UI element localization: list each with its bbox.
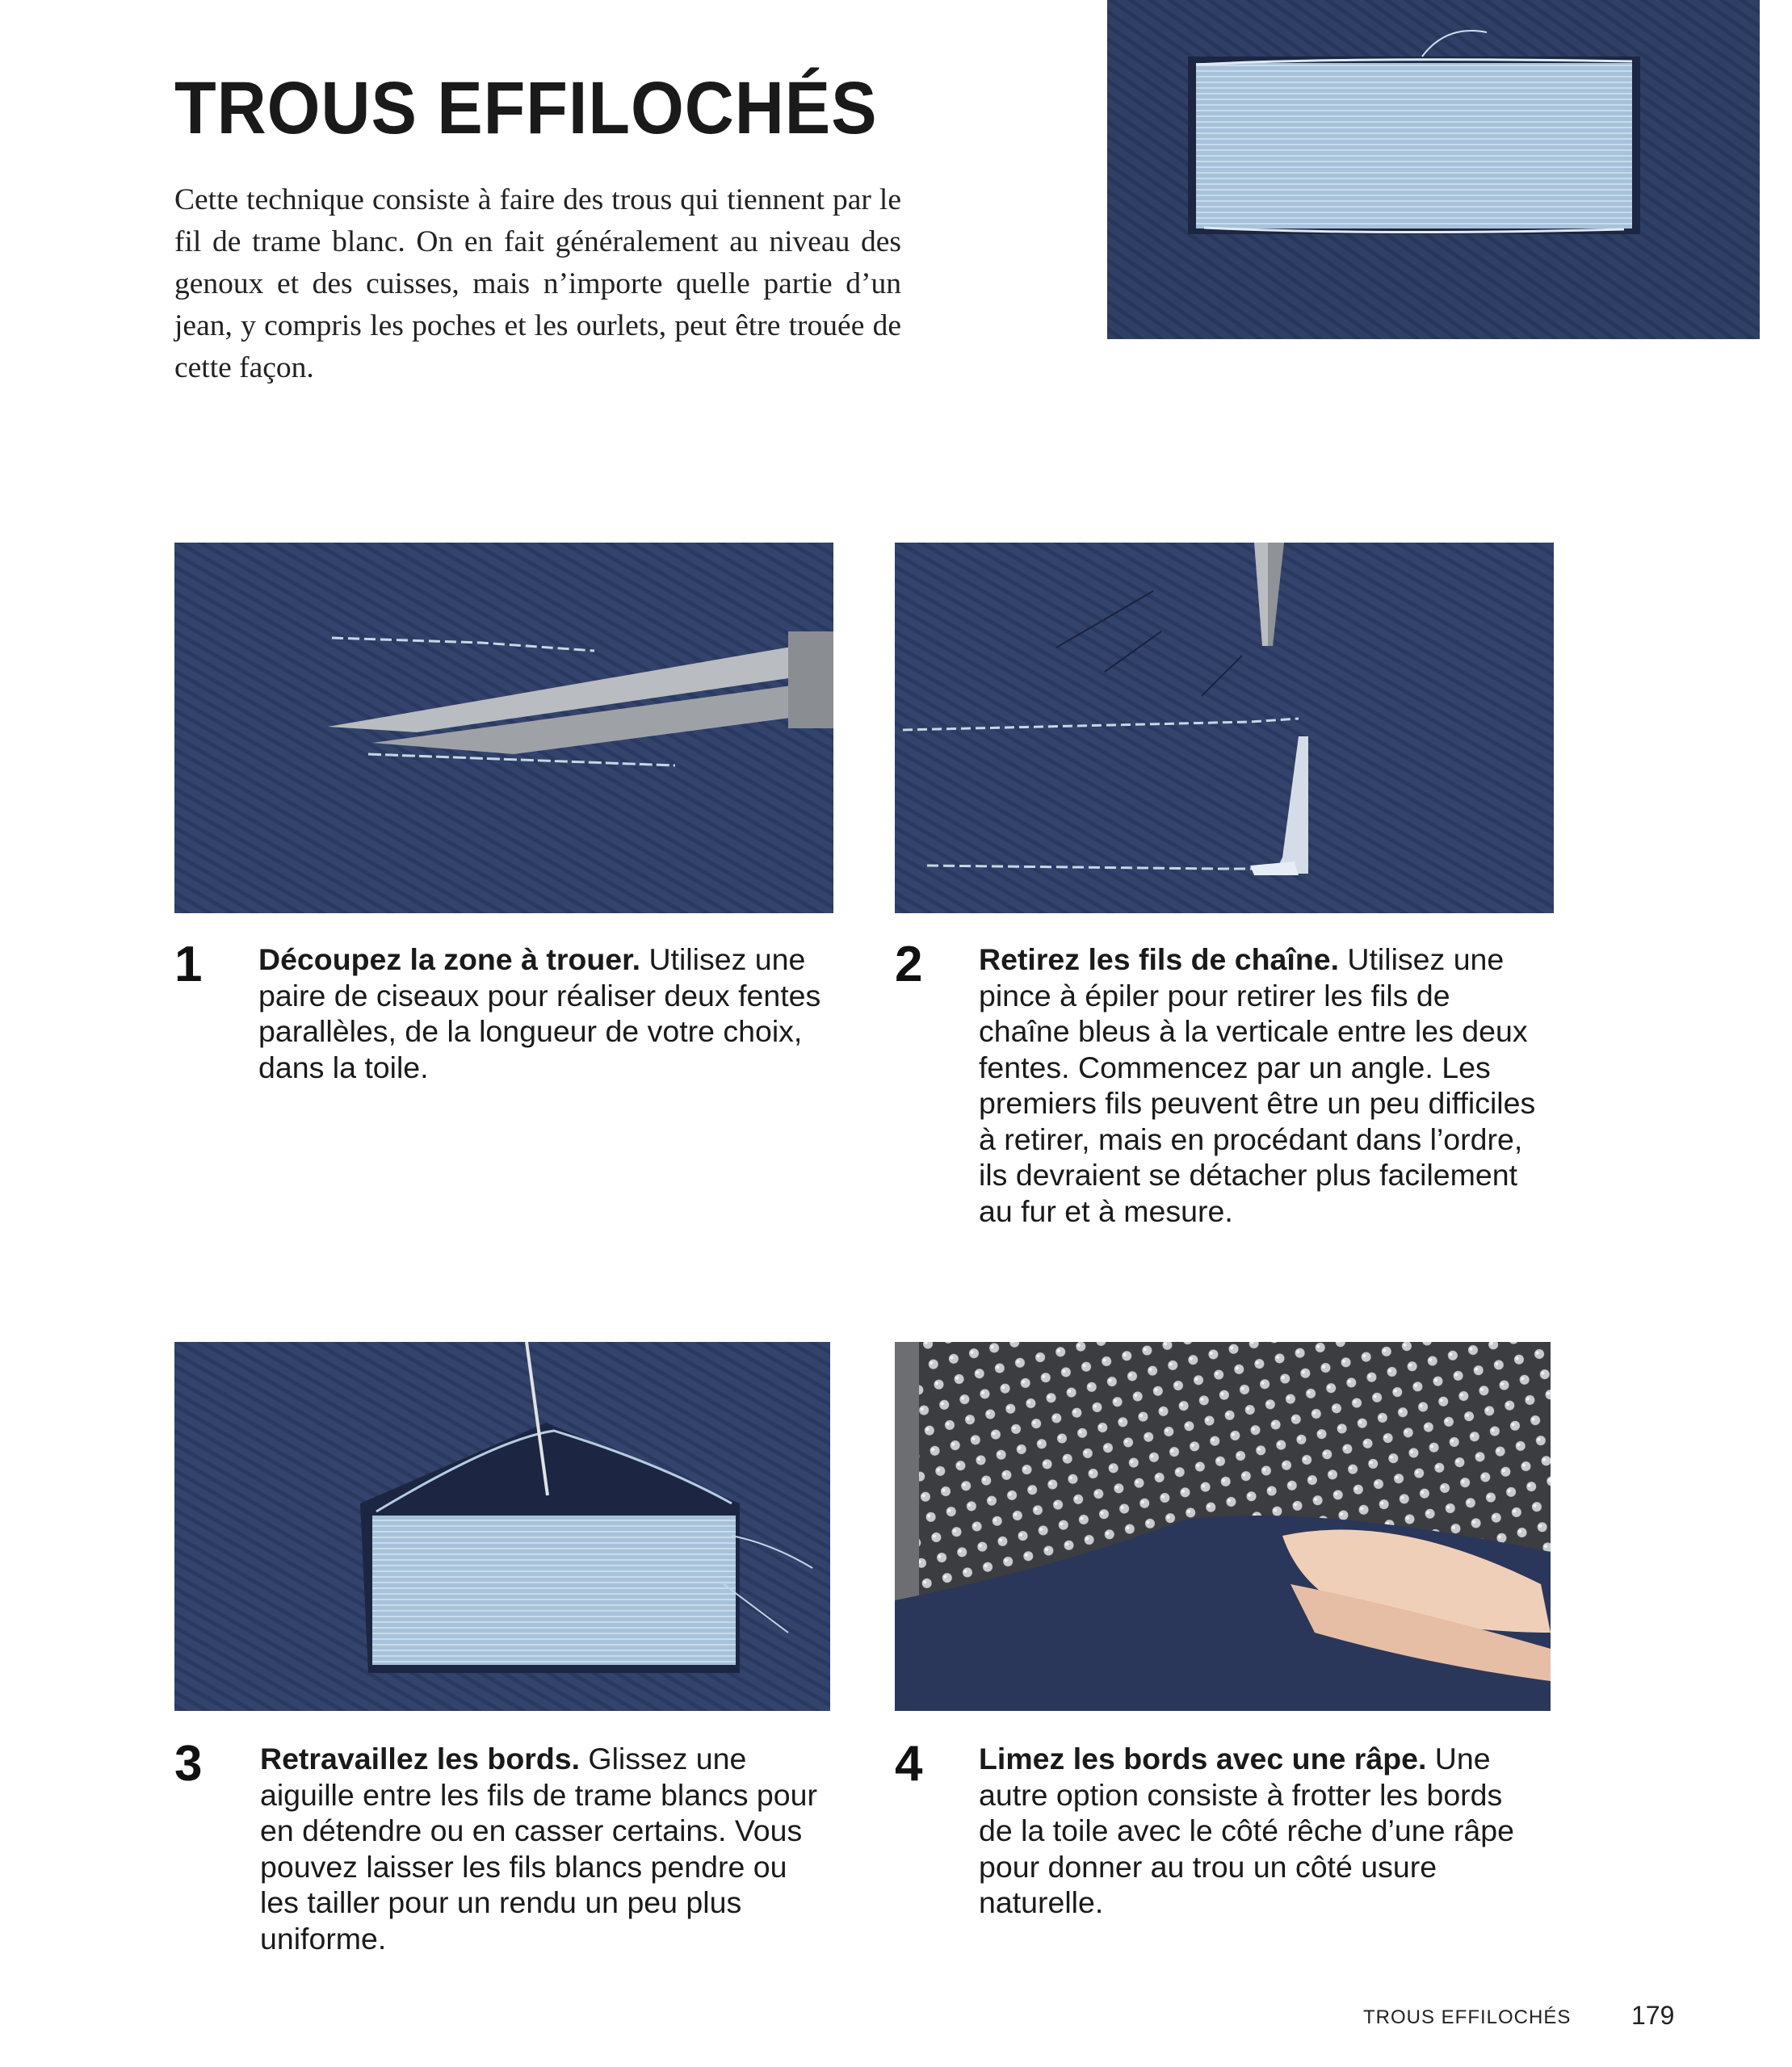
step-4-number: 4 — [895, 1736, 923, 1792]
step-3-photo — [174, 1342, 830, 1711]
step-3-body: Glissez une aiguille entre les fils de trame blancs pour en détendre ou en casser certains. Vous pouvez laisser les fils blancs pendre ou les tailler pour un rendu un peu plus uniforme. — [260, 1742, 817, 1956]
step-2-heading: Retirez les fils de chaîne. — [979, 942, 1340, 976]
step-4-body: Une autre option consiste à frotter les bords de la toile avec le côté rêche d’une râpe pour donner au trou un côté usure naturelle. — [979, 1742, 1514, 1919]
page-title: TROUS EFFILOCHÉS — [174, 67, 878, 149]
step-1-body: Utilisez une paire de ciseaux pour réaliser deux fentes parallèles, de la longueur de votre choix, dans la toile. — [258, 942, 821, 1084]
step-3-text — [260, 1741, 825, 1956]
step-1-number: 1 — [174, 937, 203, 992]
step-4-photo — [895, 1342, 1551, 1711]
step-3-number: 3 — [174, 1736, 203, 1792]
step-2-text — [979, 941, 1536, 1229]
hero-photo-frayed-hole — [1107, 0, 1760, 339]
step-3-heading: Retravaillez les bords. — [260, 1742, 581, 1776]
step-2-number: 2 — [895, 937, 923, 992]
step-2-body: Utilisez une pince à épiler pour retirer les fils de chaîne bleus à la verticale entre les deux fentes. Commencez par un angle. Les premiers fils peuvent être un peu difficiles à retirer, mais en procédant dans l’ordre, ils devraient se détacher plus facilement au fur et à mesure. — [979, 942, 1536, 1228]
step-1-heading: Découpez la zone à trouer. — [258, 942, 641, 976]
step-1-photo — [174, 543, 833, 913]
step-4-heading: Limez les bords avec une râpe. — [979, 1742, 1427, 1776]
intro-paragraph: Cette technique consiste à faire des trous qui tiennent par le fil de trame blanc. On en fait généralement au niveau des genoux et des cuisses, mais n’importe quelle partie d’un jean, y compris les poches et les ourlets, peut être trouée de cette façon. — [174, 183, 901, 384]
step-4-text — [979, 1741, 1536, 1921]
step-2-photo — [895, 543, 1554, 913]
page-number: 179 — [1631, 2001, 1675, 2030]
step-1-text — [258, 941, 824, 1085]
footer-section-label: TROUS EFFILOCHÉS — [1363, 2006, 1572, 2028]
